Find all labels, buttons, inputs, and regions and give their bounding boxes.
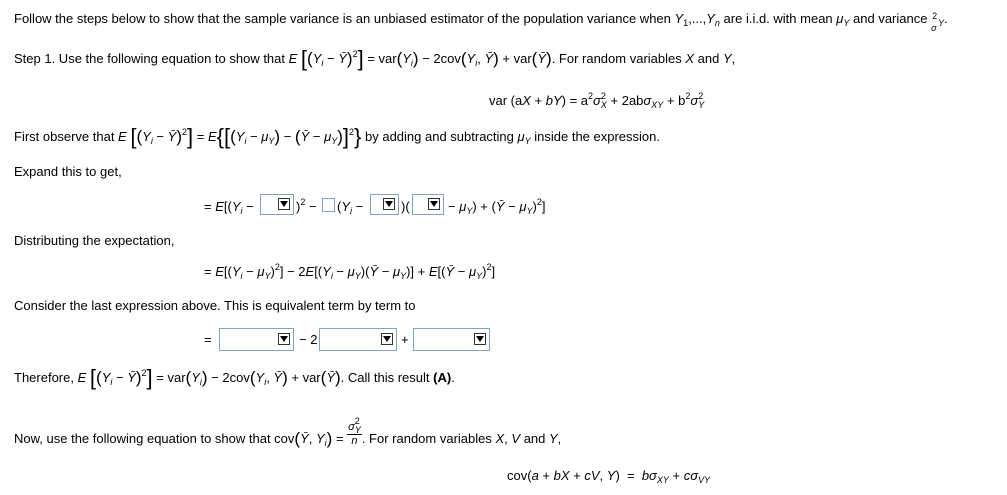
expand-dropdown-2[interactable] (370, 194, 399, 215)
distributing-label: Distributing the expectation, (14, 233, 175, 248)
variance-formula: var $(aX + bY) = a^2\sigma^2_X + 2ab\sigma_{XY} + b^2\sigma^2_Y$ (489, 91, 705, 110)
chevron-down-icon (278, 333, 290, 345)
expand-eq-part3: ($Y_i$ − (337, 199, 364, 216)
chevron-down-icon (383, 198, 395, 210)
chevron-down-icon (428, 198, 440, 210)
cov-formula: cov(a + bX + cV, $Y) = b\sigma_{XY} + c\sigma_{VY}$ (507, 468, 711, 485)
chevron-down-icon (278, 198, 290, 210)
chevron-down-icon (474, 333, 486, 345)
expand-eq-part1: = $E[(Y_i$ − (204, 199, 254, 216)
therefore-text: Therefore, E [($Y_i$ − Ȳ)$^2$] = $var(Y_i) - 2cov(Y_i$, Ȳ) + var(Ȳ). Call this result (A). (14, 365, 455, 390)
distributed-eq: = $E[(Y_i - \mu_Y)^2] - 2E[(Y_i$ − $\mu_Y)(Ȳ - \mu_Y)$] + E[(Ȳ − $\mu_Y)^2$] (204, 262, 496, 281)
expand-eq-part5: − $\mu_Y$) + (Ȳ − $\mu_Y)^2$] (448, 197, 546, 216)
expand-dropdown-3[interactable] (412, 194, 444, 215)
equiv-dropdown-3[interactable] (413, 328, 490, 351)
equiv-eq-minus2: − 2 (299, 332, 318, 347)
equiv-eq-plus: + (401, 332, 409, 347)
first-observe-text: First observe that E [($Y_i$ − Ȳ)$^2$] = $E\{[(Y_i - \mu_Y)$ − (Ȳ − $\mu_Y)]^2$} by adding and subtracting $\mu_Y$ inside the expression. (14, 124, 660, 149)
expand-label: Expand this to get, (14, 164, 122, 179)
consider-label: Consider the last expression above. This is equivalent term by term to (14, 298, 416, 313)
chevron-down-icon (381, 333, 393, 345)
expand-eq-part2: )$^2$ − (296, 197, 317, 214)
expand-coef-input[interactable] (322, 198, 335, 212)
now-text: Now, use the following equation to show that cov(Ȳ, $Y_i$) = $\frac{\sigma^2_Y}{n}$ . For random variables X, V and Y, (14, 416, 562, 448)
expand-dropdown-1[interactable] (260, 194, 294, 215)
equiv-dropdown-1[interactable] (219, 328, 294, 351)
intro-text: Follow the steps below to show that the sample variance is an unbiased estimator of the population variance when $Y_1,...,Y_n$ are i.i.d. with mean $\mu_Y$ and variance 2 σ $_Y$. (14, 11, 948, 33)
equiv-dropdown-2[interactable] (319, 328, 397, 351)
expand-eq-part4: )( (401, 199, 410, 214)
step1-text: Step 1. Use the following equation to show that E [($Y_i$ − Ȳ)$^2$] = $var(Y_i) - 2cov(Y_i$, Ȳ) + var(Ȳ). For random variables X and Y, (14, 46, 736, 71)
equiv-eq-equals: = (204, 332, 212, 347)
